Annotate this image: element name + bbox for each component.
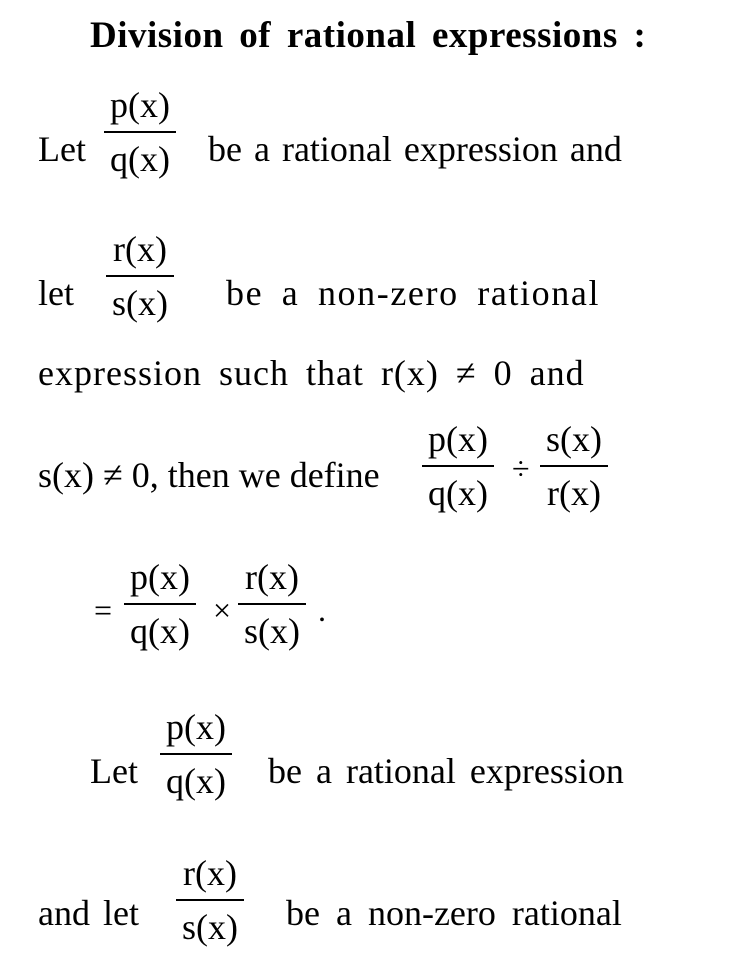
fraction-bar (104, 131, 176, 133)
equals-sign: = (94, 592, 113, 628)
fraction-r-over-s (176, 852, 244, 948)
denominator: s(x) (182, 907, 238, 947)
numerator: r(x) (245, 557, 299, 597)
fraction-p-over-q (422, 418, 494, 514)
fraction-bar (176, 899, 244, 901)
numerator: p(x) (166, 707, 226, 747)
sentence-text: be a non-zero rational (226, 273, 601, 313)
denominator: q(x) (428, 473, 488, 513)
let-word: let (38, 273, 74, 313)
fraction-p-over-q (160, 706, 232, 802)
and-let-words: and let (38, 893, 139, 933)
denominator: s(x) (112, 283, 168, 323)
numerator: s(x) (546, 419, 602, 459)
numerator: p(x) (110, 85, 170, 125)
denominator: q(x) (110, 139, 170, 179)
denominator: q(x) (130, 611, 190, 651)
let-word: Let (90, 751, 138, 791)
sentence-text: be a rational expression and (208, 129, 622, 169)
fraction-p-over-q (104, 84, 176, 180)
denominator: s(x) (244, 611, 300, 651)
fraction-bar (106, 275, 174, 277)
fraction-bar (238, 603, 306, 605)
fraction-bar (160, 753, 232, 755)
fraction-r-over-s (106, 228, 174, 324)
times-sign: × (213, 592, 232, 628)
denominator: r(x) (547, 473, 601, 513)
sentence-text: expression such that r(x) ≠ 0 and (38, 353, 585, 393)
fraction-r-over-s (238, 556, 306, 652)
denominator: q(x) (166, 761, 226, 801)
numerator: r(x) (183, 853, 237, 893)
page-title: Division of rational expressions : (90, 15, 647, 56)
numerator: r(x) (113, 229, 167, 269)
fraction-bar (540, 465, 608, 467)
fraction-bar (124, 603, 196, 605)
fraction-s-over-r (540, 418, 608, 514)
numerator: p(x) (130, 557, 190, 597)
numerator: p(x) (428, 419, 488, 459)
sentence-text: be a rational expression (268, 751, 624, 791)
divide-sign: ÷ (512, 450, 530, 486)
let-word: Let (38, 129, 86, 169)
fraction-p-over-q (124, 556, 196, 652)
sentence-text: s(x) ≠ 0, then we define (38, 455, 380, 495)
period: . (318, 592, 326, 628)
sentence-text: be a non-zero rational (286, 893, 622, 933)
fraction-bar (422, 465, 494, 467)
